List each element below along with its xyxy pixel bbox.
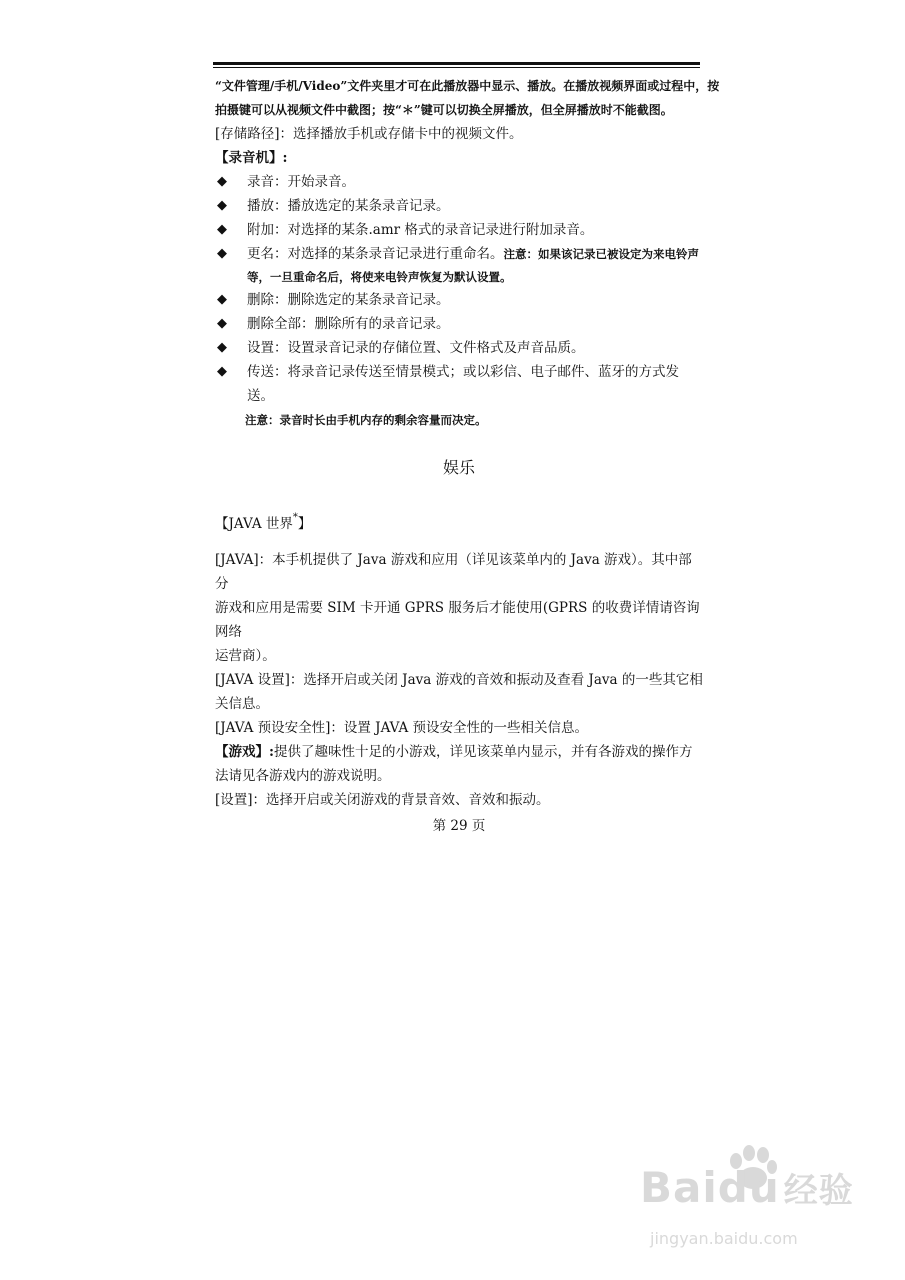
java-settings-paragraph [215,668,703,716]
page-content [215,74,720,838]
recorder-note: 注意：录音时长由手机内存的剩余容量而决定。 [245,413,487,427]
java-settings-line: 关信息。 [215,696,269,712]
java-paragraph [215,548,703,668]
diamond-bullet-icon: ◆ [217,364,227,379]
list-item [215,288,703,312]
games-settings-text: [设置]：选择开启或关闭游戏的背景音效、音效和振动。 [215,792,550,808]
rename-note-continuation: 等，一旦重命名后，将使来电铃声恢复为默认设置。 [247,270,512,284]
diamond-bullet-icon: ◆ [217,222,227,237]
list-item [215,336,703,360]
games-paragraph [215,740,703,788]
list-item-text: 删除：删除选定的某条录音记录。 [247,292,450,308]
list-item-text: 录音：开始录音。 [247,174,355,190]
rename-note: 注意：如果该记录已被设定为来电铃声 [503,247,699,261]
baidu-jingyan-watermark [640,1145,870,1255]
recorder-list [215,170,703,408]
games-text: 提供了趣味性十足的小游戏，详见该菜单内显示，并有各游戏的操作方 [273,744,693,760]
list-item-text: 传送：将录音记录传送至情景模式；或以彩信、电子邮件、蓝牙的方式发送。 [247,364,679,404]
diamond-bullet-icon: ◆ [217,316,227,331]
list-item-text: 播放：播放选定的某条录音记录。 [247,198,450,214]
games-heading: 【游戏】: [215,744,274,760]
list-item [215,312,703,336]
list-item-text: 删除全部：删除所有的录音记录。 [247,316,450,332]
recorder-heading: 【录音机】: [215,150,288,166]
diamond-bullet-icon: ◆ [217,292,227,307]
storage-path-text: [存储路径]：选择播放手机或存储卡中的视频文件。 [215,126,523,142]
intro-line-2: 拍摄键可以从视频文件中截图；按“＊”键可以切换全屏播放，但全屏播放时不能截图。 [215,103,673,117]
watermark-word-du: du [717,1163,780,1212]
intro-line-1: “文件管理/手机/Video”文件夹里才可在此播放器中显示、播放。在播放视频界面或过程中，按 [215,79,720,93]
java-world-heading [215,506,703,536]
diamond-bullet-icon: ◆ [217,246,227,261]
list-item [215,194,703,218]
java-heading-end: 】 [297,516,312,532]
watermark-url: jingyan.baidu.com [650,1229,798,1248]
list-item [215,360,703,408]
java-line: [JAVA]：本手机提供了 Java 游戏和应用（详见该菜单内的 Java 游戏）。其中部分 [215,552,692,592]
java-security-text: [JAVA 预设安全性]：设置 JAVA 预设安全性的一些相关信息。 [215,720,589,736]
java-line: 运营商）。 [215,648,276,664]
diamond-bullet-icon: ◆ [217,174,227,189]
list-item [215,242,703,288]
java-settings-line: [JAVA 设置]：选择开启或关闭 Java 游戏的音效和振动及查看 Java 的一些其它相 [215,672,703,688]
header-rule [213,62,700,65]
diamond-bullet-icon: ◆ [217,198,227,213]
java-heading-text: 【JAVA 世界 [215,516,293,532]
games-text-continued: 法请见各游戏内的游戏说明。 [215,768,391,784]
diamond-bullet-icon: ◆ [217,340,227,355]
list-item-text: 附加：对选择的某条.amr 格式的录音记录进行附加录音。 [247,222,594,238]
list-item [215,218,703,242]
list-item-text: 更名：对选择的某条录音记录进行重命名。 [247,246,504,262]
list-item-text: 设置：设置录音记录的存储位置、文件格式及声音品质。 [247,340,585,356]
watermark-wordmark [640,1163,854,1212]
asterisk-mark: * [292,512,298,523]
watermark-word-jingyan: 经验 [783,1171,854,1211]
list-item [215,170,703,194]
page-number: 第 29 页 [432,818,486,834]
watermark-word-bai: Bai [640,1163,718,1212]
section-title-entertainment: 娱乐 [442,458,475,477]
java-line: 游戏和应用是需要 SIM 卡开通 GPRS 服务后才能使用(GPRS 的收费详情请咨询网络 [215,600,700,640]
